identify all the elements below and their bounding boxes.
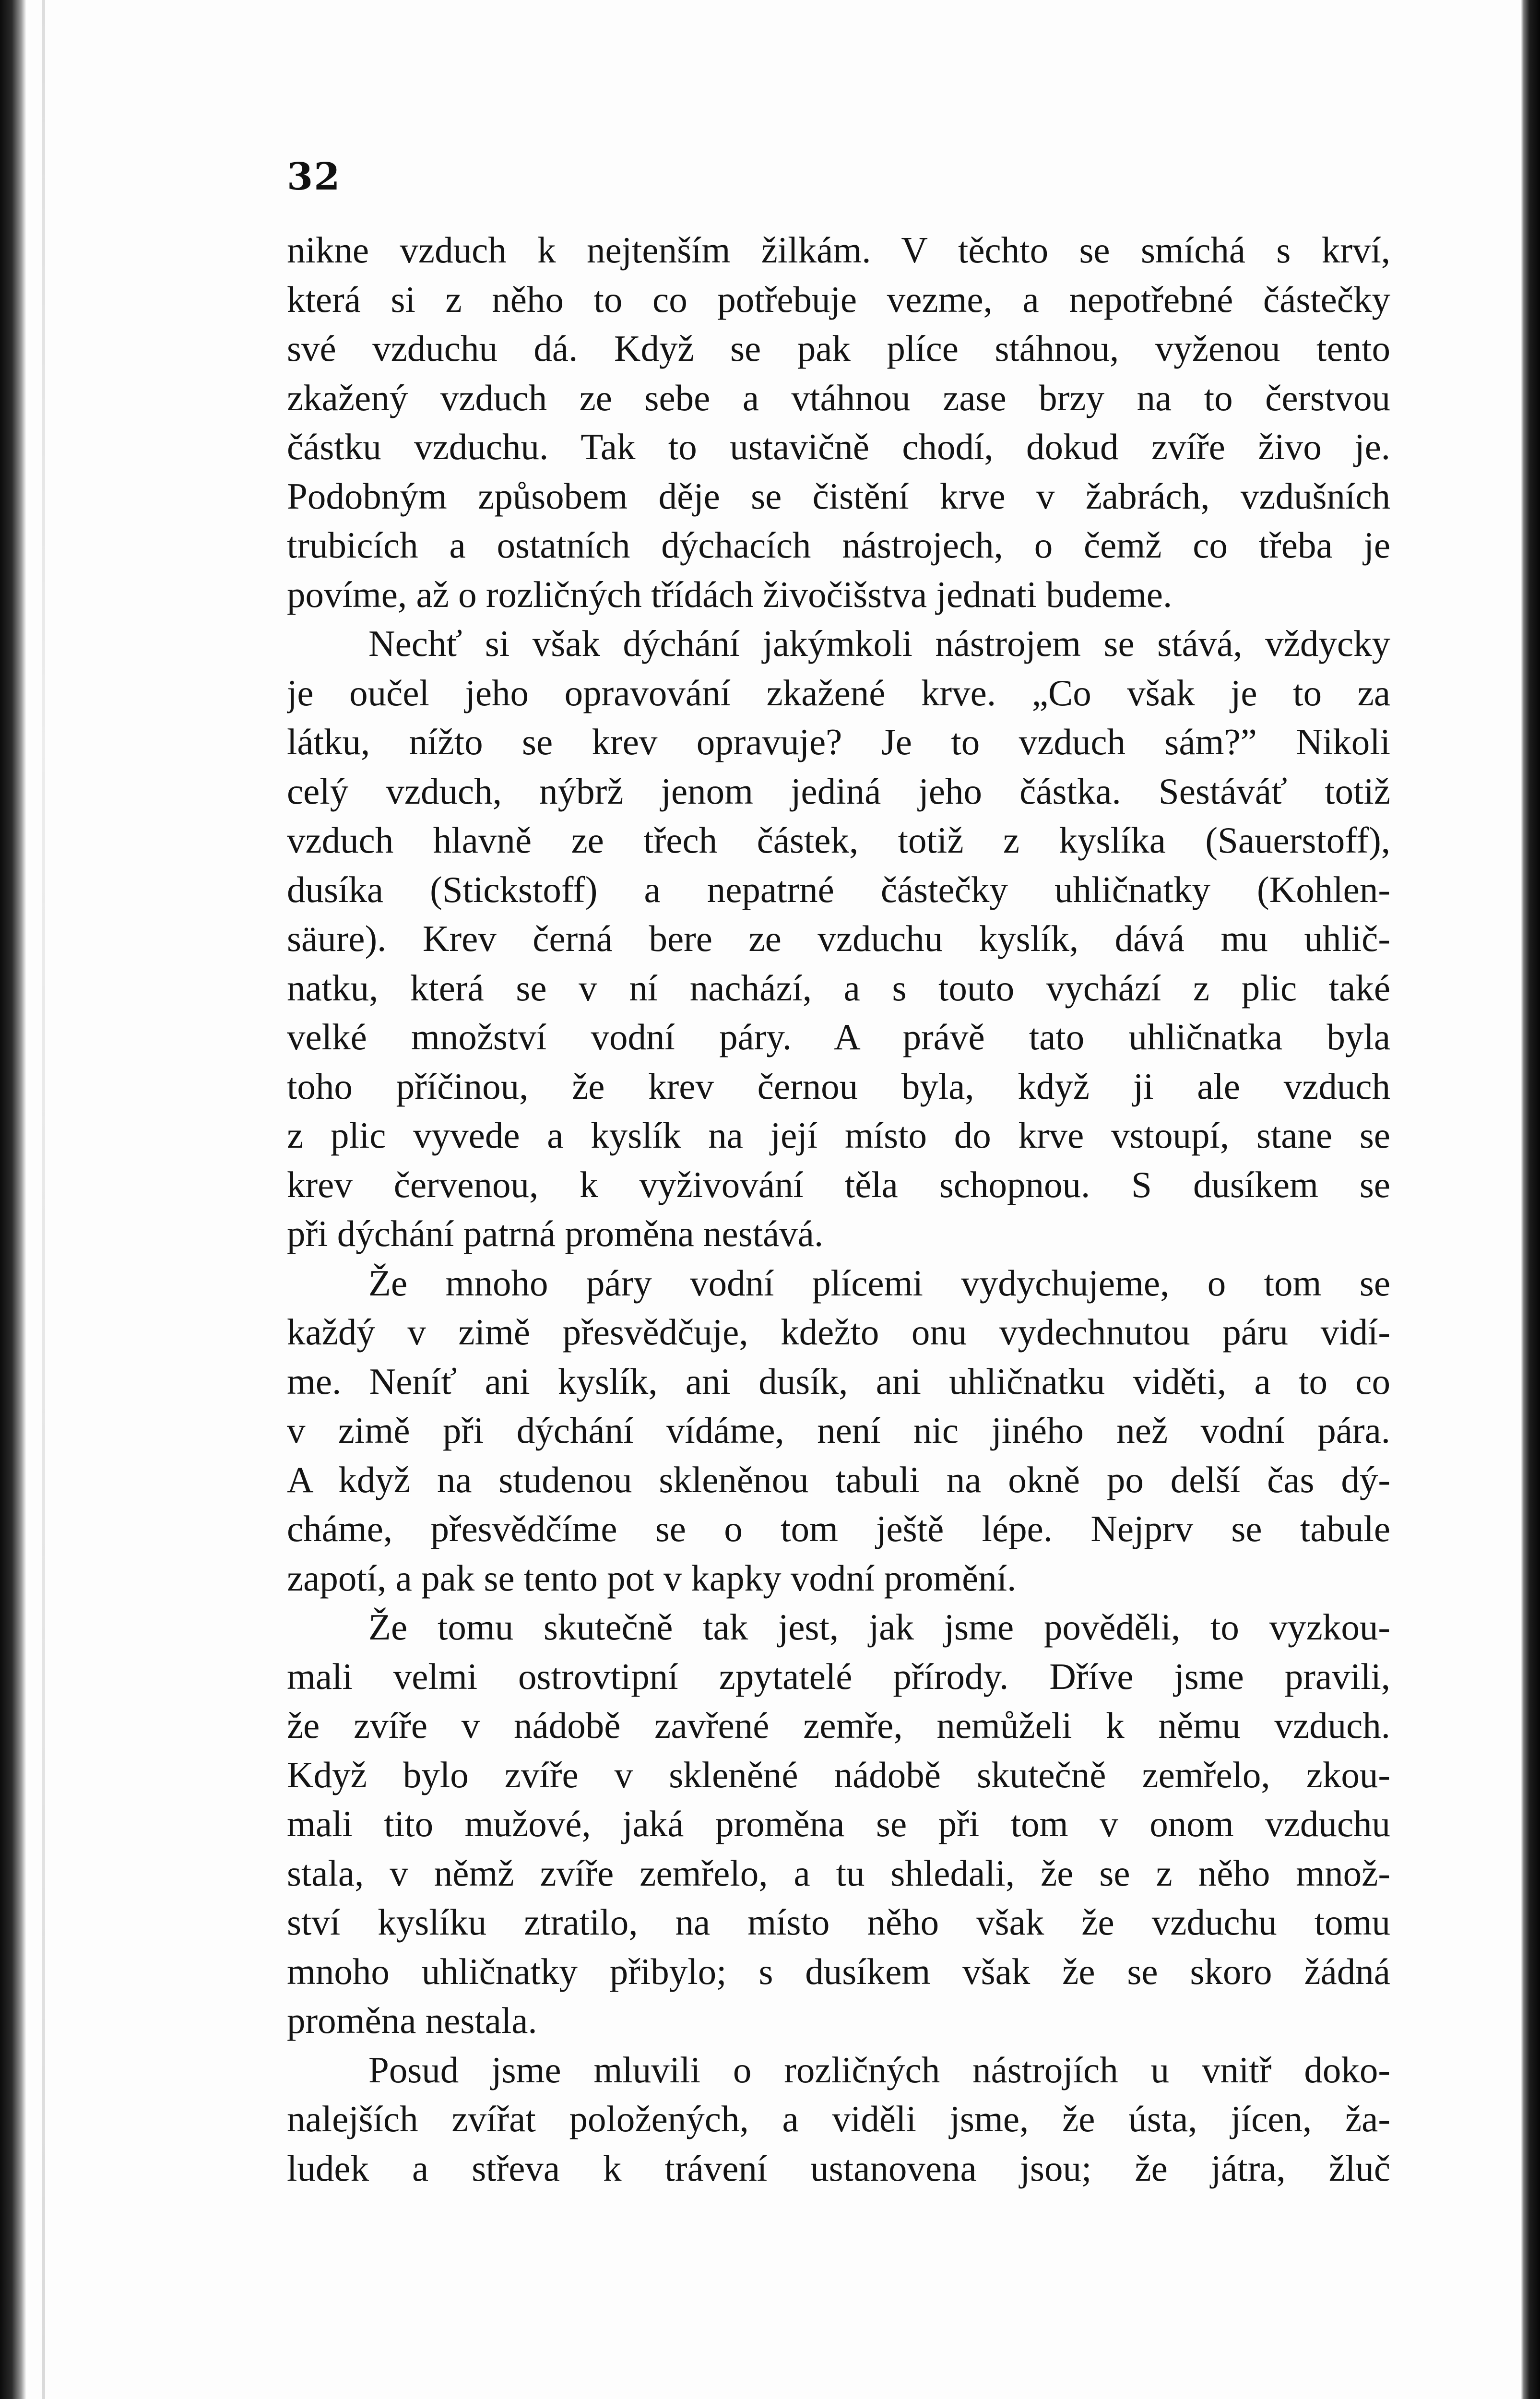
text-line: dusíka (Stickstoff) a nepatrné částečky uhličnatky (Kohlen- <box>287 868 1390 910</box>
page-left-edge <box>0 0 26 2399</box>
text-line: vzduch hlavně ze třech částek, totiž z kyslíka (Sauerstoff), <box>287 819 1390 861</box>
text-line: velké množství vodní páry. A právě tato uhličnatka byla <box>287 1016 1390 1057</box>
text-line: nikne vzduch k nejtenším žilkám. V těchto se smíchá s krví, <box>287 229 1390 271</box>
text-line: ludek a střeva k trávení ustanovena jsou; že játra, žluč <box>287 2147 1390 2189</box>
text-line: natku, která se v ní nachází, a s touto vychází z plic také <box>287 967 1390 1009</box>
text-line: Podobným způsobem děje se čistění krve v žabrách, vzdušních <box>287 475 1390 517</box>
page-left-shadow <box>42 0 45 2399</box>
text-line: nalejších zvířat položených, a viděli jsme, že ústa, jícen, ža- <box>287 2098 1390 2139</box>
text-line: z plic vyvede a kyslík na její místo do krve vstoupí, stane se <box>287 1115 1390 1156</box>
text-line: částku vzduchu. Tak to ustavičně chodí, dokud zvíře živo je. <box>287 426 1390 467</box>
text-line: ství kyslíku ztratilo, na místo něho však že vzduchu tomu <box>287 1901 1390 1943</box>
text-line: A když na studenou skleněnou tabuli na okně po delší čas dý- <box>287 1459 1390 1500</box>
text-line: mali tito mužové, jaká proměna se při tom v onom vzduchu <box>287 1803 1390 1844</box>
text-line: Když bylo zvíře v skleněné nádobě skutečně zemřelo, zkou- <box>287 1754 1390 1795</box>
text-line: mnoho uhličnatky přibylo; s dusíkem však že se skoro žádná <box>287 1950 1390 1992</box>
page-number: 32 <box>287 155 341 199</box>
text-line: toho příčinou, že krev černou byla, když ji ale vzduch <box>287 1065 1390 1107</box>
text-line: že zvíře v nádobě zavřené zemře, nemůželi k němu vzduch. <box>287 1705 1390 1746</box>
text-line: trubicích a ostatních dýchacích nástrojech, o čemž co třeba je <box>287 524 1390 566</box>
text-line: při dýchání patrná proměna nestává. <box>287 1213 824 1254</box>
text-line: každý v zimě přesvědčuje, kdežto onu vydechnutou páru vidí- <box>287 1311 1390 1353</box>
page-right-edge <box>1521 0 1540 2399</box>
text-line: která si z něho to co potřebuje vezme, a nepotřebné částečky <box>287 278 1390 320</box>
paragraph-start-line: Posud jsme mluvili o rozličných nástrojích u vnitř doko- <box>368 2049 1390 2090</box>
text-line: proměna nestala. <box>287 2000 537 2041</box>
body-text <box>287 226 1390 2193</box>
text-line: zapotí, a pak se tento pot v kapky vodní promění. <box>287 1557 1017 1599</box>
text-line: säure). Krev černá bere ze vzduchu kyslík, dává mu uhlič- <box>287 918 1390 959</box>
text-line: látku, nížto se krev opravuje? Je to vzduch sám?” Nikoli <box>287 721 1390 762</box>
text-line: stala, v němž zvíře zemřelo, a tu shledali, že se z něho množ- <box>287 1852 1390 1894</box>
text-line: celý vzduch, nýbrž jenom jediná jeho částka. Sestáváť totiž <box>287 770 1390 812</box>
text-line: povíme, až o rozličných třídách živočišstva jednati budeme. <box>287 573 1173 615</box>
text-line: me. Neníť ani kyslík, ani dusík, ani uhličnatku viděti, a to co <box>287 1360 1390 1402</box>
text-line: je oučel jeho opravování zkažené krve. „Co však je to za <box>287 672 1390 713</box>
paragraph-start-line: Že tomu skutečně tak jest, jak jsme pověděli, to vyzkou- <box>368 1606 1390 1648</box>
text-line: mali velmi ostrovtipní zpytatelé přírody. Dříve jsme pravili, <box>287 1655 1390 1697</box>
text-line: krev červenou, k vyživování těla schopnou. S dusíkem se <box>287 1164 1390 1205</box>
text-line: své vzduchu dá. Když se pak plíce stáhnou, vyženou tento <box>287 328 1390 369</box>
text-line: cháme, přesvědčíme se o tom ještě lépe. Nejprv se tabule <box>287 1508 1390 1549</box>
text-line: v zimě při dýchání vídáme, není nic jiného než vodní pára. <box>287 1410 1390 1451</box>
paragraph-start-line: Nechť si však dýchání jakýmkoli nástrojem se stává, vždycky <box>368 623 1390 664</box>
paragraph-start-line: Že mnoho páry vodní plícemi vydychujeme, o tom se <box>368 1262 1390 1304</box>
text-line: zkažený vzduch ze sebe a vtáhnou zase brzy na to čerstvou <box>287 377 1390 418</box>
